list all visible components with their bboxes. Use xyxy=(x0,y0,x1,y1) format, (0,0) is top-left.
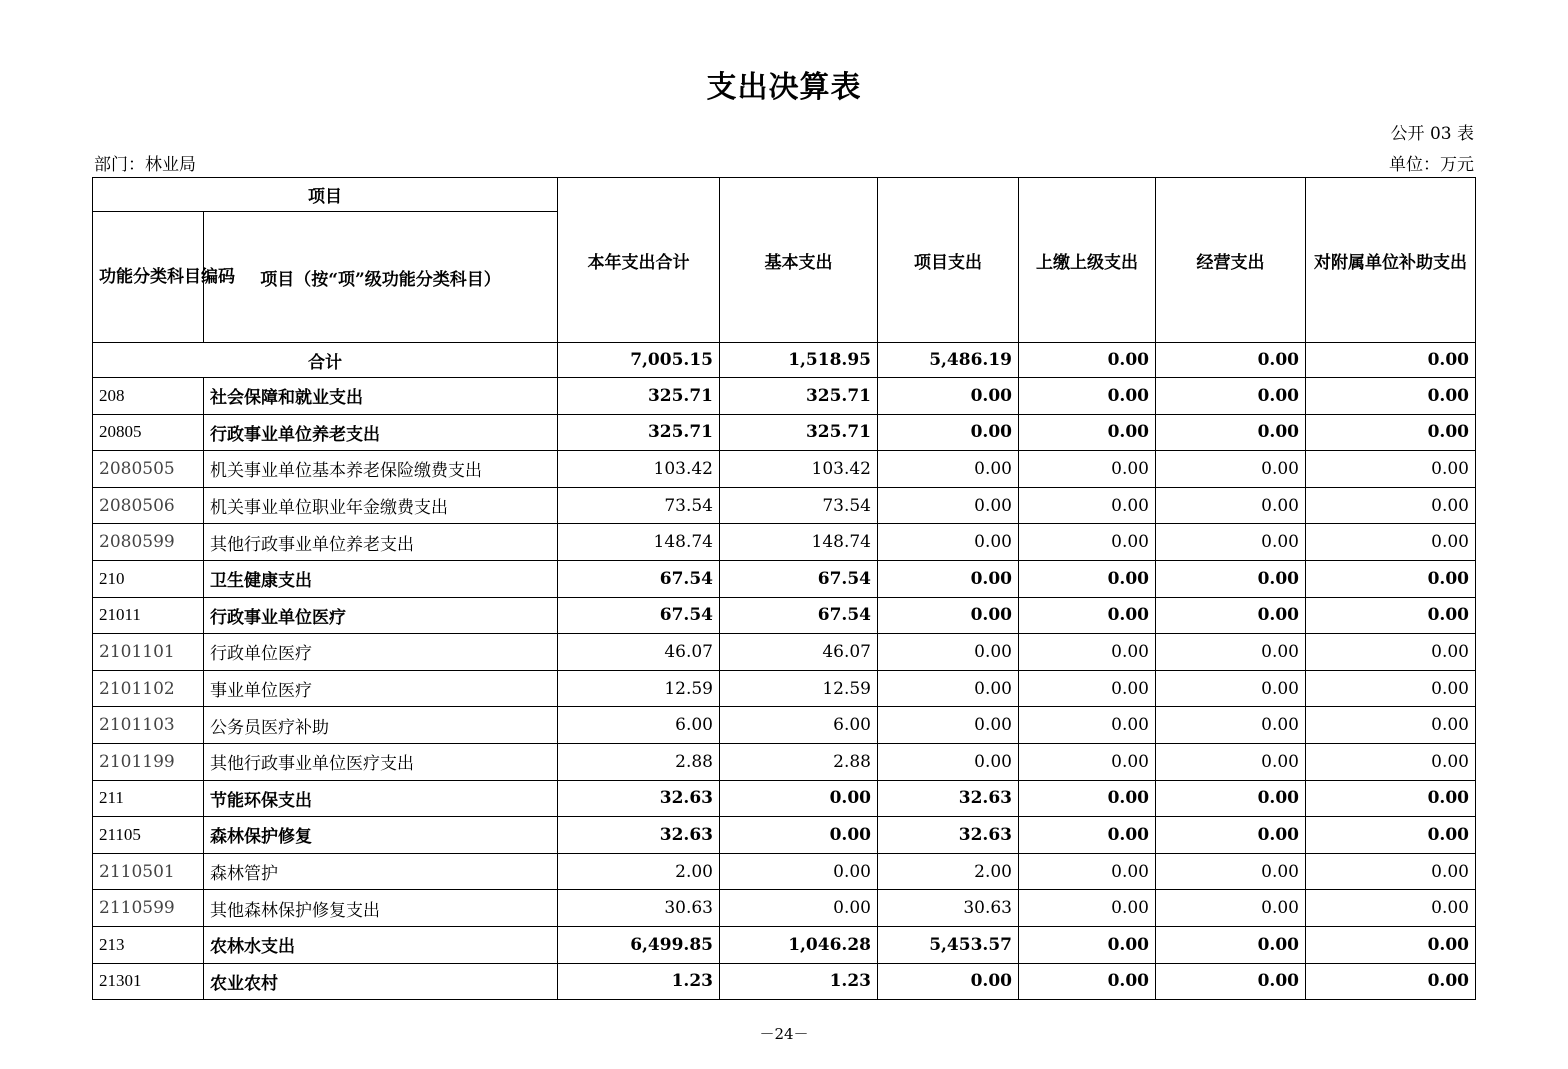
cell-name: 其他行政事业单位医疗支出 xyxy=(204,743,558,780)
cell-project: 32.63 xyxy=(878,817,1019,854)
cell-basic: 0.00 xyxy=(720,780,878,817)
cell-upper: 0.00 xyxy=(1019,853,1156,890)
cell-basic: 148.74 xyxy=(720,524,878,561)
cell-project: 32.63 xyxy=(878,780,1019,817)
cell-upper: 0.00 xyxy=(1019,524,1156,561)
cell-code: 208 xyxy=(93,378,204,415)
cell-name: 农业农村 xyxy=(204,963,558,1000)
total-cell-business: 0.00 xyxy=(1156,343,1306,378)
cell-project: 0.00 xyxy=(878,414,1019,451)
cell-name: 机关事业单位基本养老保险缴费支出 xyxy=(204,451,558,488)
cell-subsidy: 0.00 xyxy=(1306,378,1476,415)
table-row xyxy=(93,414,1476,451)
total-row xyxy=(93,343,1476,378)
cell-code: 211 xyxy=(93,780,204,817)
cell-project: 0.00 xyxy=(878,524,1019,561)
header-subsidy: 对附属单位补助支出 xyxy=(1306,178,1476,343)
total-cell-upper: 0.00 xyxy=(1019,343,1156,378)
cell-upper: 0.00 xyxy=(1019,890,1156,927)
cell-total: 2.00 xyxy=(558,853,720,890)
cell-basic: 1.23 xyxy=(720,963,878,1000)
table-row xyxy=(93,487,1476,524)
cell-upper: 0.00 xyxy=(1019,487,1156,524)
cell-business: 0.00 xyxy=(1156,451,1306,488)
cell-code: 21301 xyxy=(93,963,204,1000)
cell-business: 0.00 xyxy=(1156,414,1306,451)
table-row xyxy=(93,670,1476,707)
cell-subsidy: 0.00 xyxy=(1306,451,1476,488)
cell-subsidy: 0.00 xyxy=(1306,817,1476,854)
cell-name: 公务员医疗补助 xyxy=(204,707,558,744)
cell-project: 0.00 xyxy=(878,707,1019,744)
cell-name: 森林管护 xyxy=(204,853,558,890)
cell-total: 103.42 xyxy=(558,451,720,488)
cell-total: 12.59 xyxy=(558,670,720,707)
cell-name: 行政事业单位医疗 xyxy=(204,597,558,634)
cell-project: 0.00 xyxy=(878,487,1019,524)
total-cell-project: 5,486.19 xyxy=(878,343,1019,378)
cell-subsidy: 0.00 xyxy=(1306,524,1476,561)
cell-total: 325.71 xyxy=(558,414,720,451)
cell-name: 行政单位医疗 xyxy=(204,634,558,671)
cell-basic: 6.00 xyxy=(720,707,878,744)
cell-name: 事业单位医疗 xyxy=(204,670,558,707)
cell-project: 0.00 xyxy=(878,743,1019,780)
cell-business: 0.00 xyxy=(1156,487,1306,524)
cell-total: 67.54 xyxy=(558,597,720,634)
cell-upper: 0.00 xyxy=(1019,926,1156,963)
cell-basic: 1,046.28 xyxy=(720,926,878,963)
header-project: 项目支出 xyxy=(878,178,1019,343)
header-name: 项目（按“项”级功能分类科目） xyxy=(204,212,558,343)
cell-total: 2.88 xyxy=(558,743,720,780)
header-code: 功能分类科目编码 xyxy=(93,212,204,343)
cell-project: 0.00 xyxy=(878,451,1019,488)
cell-upper: 0.00 xyxy=(1019,670,1156,707)
total-cell-basic: 1,518.95 xyxy=(720,343,878,378)
cell-project: 30.63 xyxy=(878,890,1019,927)
cell-name: 行政事业单位养老支出 xyxy=(204,414,558,451)
cell-name: 其他行政事业单位养老支出 xyxy=(204,524,558,561)
cell-basic: 0.00 xyxy=(720,890,878,927)
table-row xyxy=(93,853,1476,890)
cell-name: 森林保护修复 xyxy=(204,817,558,854)
cell-business: 0.00 xyxy=(1156,670,1306,707)
table-row xyxy=(93,378,1476,415)
cell-code: 21011 xyxy=(93,597,204,634)
cell-code: 2101103 xyxy=(93,707,204,744)
cell-business: 0.00 xyxy=(1156,597,1306,634)
expenditure-table xyxy=(92,177,1476,1000)
cell-subsidy: 0.00 xyxy=(1306,414,1476,451)
cell-business: 0.00 xyxy=(1156,743,1306,780)
cell-subsidy: 0.00 xyxy=(1306,780,1476,817)
cell-business: 0.00 xyxy=(1156,817,1306,854)
cell-subsidy: 0.00 xyxy=(1306,963,1476,1000)
cell-total: 67.54 xyxy=(558,560,720,597)
cell-project: 0.00 xyxy=(878,670,1019,707)
cell-code: 213 xyxy=(93,926,204,963)
cell-name: 农林水支出 xyxy=(204,926,558,963)
cell-upper: 0.00 xyxy=(1019,597,1156,634)
cell-upper: 0.00 xyxy=(1019,451,1156,488)
header-total: 本年支出合计 xyxy=(558,178,720,343)
cell-code: 2110599 xyxy=(93,890,204,927)
table-row xyxy=(93,780,1476,817)
cell-project: 2.00 xyxy=(878,853,1019,890)
cell-total: 30.63 xyxy=(558,890,720,927)
cell-upper: 0.00 xyxy=(1019,817,1156,854)
cell-total: 6,499.85 xyxy=(558,926,720,963)
table-row xyxy=(93,817,1476,854)
header-item-group: 项目 xyxy=(93,178,558,212)
cell-business: 0.00 xyxy=(1156,524,1306,561)
header-upper: 上缴上级支出 xyxy=(1019,178,1156,343)
total-cell-subsidy: 0.00 xyxy=(1306,343,1476,378)
cell-name: 社会保障和就业支出 xyxy=(204,378,558,415)
cell-total: 6.00 xyxy=(558,707,720,744)
cell-total: 148.74 xyxy=(558,524,720,561)
table-row xyxy=(93,560,1476,597)
cell-code: 2101102 xyxy=(93,670,204,707)
cell-project: 5,453.57 xyxy=(878,926,1019,963)
cell-basic: 325.71 xyxy=(720,378,878,415)
cell-basic: 67.54 xyxy=(720,597,878,634)
cell-basic: 0.00 xyxy=(720,817,878,854)
table-body xyxy=(93,343,1476,1000)
cell-upper: 0.00 xyxy=(1019,378,1156,415)
cell-business: 0.00 xyxy=(1156,378,1306,415)
cell-project: 0.00 xyxy=(878,634,1019,671)
cell-business: 0.00 xyxy=(1156,634,1306,671)
cell-subsidy: 0.00 xyxy=(1306,487,1476,524)
cell-basic: 73.54 xyxy=(720,487,878,524)
cell-basic: 325.71 xyxy=(720,414,878,451)
cell-total: 325.71 xyxy=(558,378,720,415)
cell-upper: 0.00 xyxy=(1019,963,1156,1000)
cell-code: 2101101 xyxy=(93,634,204,671)
cell-upper: 0.00 xyxy=(1019,414,1156,451)
department-label: 部门：林业局 xyxy=(94,155,196,175)
cell-subsidy: 0.00 xyxy=(1306,634,1476,671)
page-title: 支出决算表 xyxy=(706,70,862,105)
cell-code: 2080506 xyxy=(93,487,204,524)
cell-name: 机关事业单位职业年金缴费支出 xyxy=(204,487,558,524)
cell-code: 2101199 xyxy=(93,743,204,780)
table-row xyxy=(93,743,1476,780)
cell-project: 0.00 xyxy=(878,963,1019,1000)
cell-basic: 0.00 xyxy=(720,853,878,890)
total-label: 合计 xyxy=(93,343,558,378)
table-row xyxy=(93,634,1476,671)
unit-label: 单位：万元 xyxy=(1389,155,1474,175)
cell-business: 0.00 xyxy=(1156,560,1306,597)
table-number: 公开 03 表 xyxy=(1390,124,1474,144)
table-row xyxy=(93,890,1476,927)
cell-total: 46.07 xyxy=(558,634,720,671)
header-business: 经营支出 xyxy=(1156,178,1306,343)
cell-business: 0.00 xyxy=(1156,963,1306,1000)
cell-business: 0.00 xyxy=(1156,707,1306,744)
cell-basic: 67.54 xyxy=(720,560,878,597)
table-row xyxy=(93,963,1476,1000)
table-row xyxy=(93,597,1476,634)
table-row xyxy=(93,707,1476,744)
cell-subsidy: 0.00 xyxy=(1306,890,1476,927)
cell-business: 0.00 xyxy=(1156,926,1306,963)
cell-total: 32.63 xyxy=(558,817,720,854)
table-row xyxy=(93,451,1476,488)
total-cell-total: 7,005.15 xyxy=(558,343,720,378)
cell-business: 0.00 xyxy=(1156,780,1306,817)
page-number: －24－ xyxy=(759,1025,809,1043)
table-row xyxy=(93,926,1476,963)
cell-project: 0.00 xyxy=(878,597,1019,634)
cell-code: 2080505 xyxy=(93,451,204,488)
header-basic: 基本支出 xyxy=(720,178,878,343)
cell-subsidy: 0.00 xyxy=(1306,743,1476,780)
cell-subsidy: 0.00 xyxy=(1306,597,1476,634)
cell-basic: 103.42 xyxy=(720,451,878,488)
cell-basic: 12.59 xyxy=(720,670,878,707)
cell-project: 0.00 xyxy=(878,560,1019,597)
cell-subsidy: 0.00 xyxy=(1306,707,1476,744)
cell-name: 卫生健康支出 xyxy=(204,560,558,597)
cell-code: 21105 xyxy=(93,817,204,854)
cell-code: 2110501 xyxy=(93,853,204,890)
cell-code: 2080599 xyxy=(93,524,204,561)
cell-name: 节能环保支出 xyxy=(204,780,558,817)
cell-upper: 0.00 xyxy=(1019,634,1156,671)
cell-total: 73.54 xyxy=(558,487,720,524)
cell-subsidy: 0.00 xyxy=(1306,670,1476,707)
cell-basic: 46.07 xyxy=(720,634,878,671)
cell-upper: 0.00 xyxy=(1019,560,1156,597)
cell-subsidy: 0.00 xyxy=(1306,853,1476,890)
cell-subsidy: 0.00 xyxy=(1306,926,1476,963)
cell-code: 210 xyxy=(93,560,204,597)
cell-upper: 0.00 xyxy=(1019,707,1156,744)
cell-subsidy: 0.00 xyxy=(1306,560,1476,597)
cell-upper: 0.00 xyxy=(1019,743,1156,780)
cell-basic: 2.88 xyxy=(720,743,878,780)
cell-name: 其他森林保护修复支出 xyxy=(204,890,558,927)
cell-business: 0.00 xyxy=(1156,853,1306,890)
cell-code: 20805 xyxy=(93,414,204,451)
cell-business: 0.00 xyxy=(1156,890,1306,927)
cell-project: 0.00 xyxy=(878,378,1019,415)
table-row xyxy=(93,524,1476,561)
cell-total: 1.23 xyxy=(558,963,720,1000)
cell-upper: 0.00 xyxy=(1019,780,1156,817)
cell-total: 32.63 xyxy=(558,780,720,817)
